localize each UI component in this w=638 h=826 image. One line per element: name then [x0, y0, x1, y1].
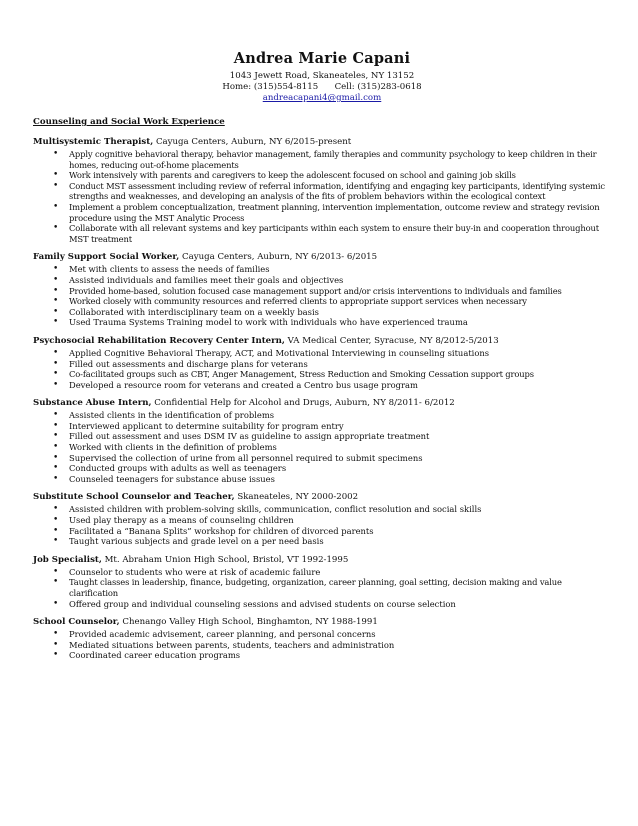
- section-title: Counseling and Social Work Experience: [33, 117, 225, 127]
- duty-item: • Co-facilitated groups such as CBT, Anger Management, Stress Reduction and Smoking Cessation support groups: [69, 369, 611, 380]
- duty-item: • Worked with clients in the definition of problems: [69, 442, 611, 453]
- duty-item: • Provided home-based, solution focused case management support and/or crisis interventions to individuals and families: [69, 286, 611, 297]
- duty-item: • Coordinated career education programs: [69, 650, 611, 661]
- job-heading: [33, 137, 611, 148]
- duty-list: [33, 567, 611, 609]
- duty-item: • Assisted clients in the identification of problems: [69, 410, 611, 421]
- duty-item: • Used Trauma Systems Training model to work with individuals who have experienced trauma: [69, 317, 611, 328]
- job-heading: [33, 555, 611, 566]
- job-heading: [33, 336, 611, 347]
- duty-item: • Used play therapy as a means of counseling children: [69, 515, 611, 526]
- duty-item: • Taught various subjects and grade level on a per need basis: [69, 536, 611, 547]
- duty-item: • Mediated situations between parents, students, teachers and administration: [69, 640, 611, 651]
- duty-item: • Supervised the collection of urine from all personnel required to submit specimens: [69, 453, 611, 464]
- job-title: Substance Abuse Intern,: [33, 398, 152, 409]
- job-organization: Mt. Abraham Union High School, Bristol, VT 1992-1995: [101, 554, 349, 565]
- duty-item: • Work intensively with parents and caregivers to keep the adolescent focused on school and gaining job skills: [69, 170, 611, 181]
- job-entry: [33, 336, 611, 390]
- duty-item: • Offered group and individual counseling sessions and advised students on course selection: [69, 599, 611, 610]
- duty-item: • Counseled teenagers for substance abuse issues: [69, 474, 611, 485]
- job-list: [33, 137, 611, 661]
- duty-item: • Provided academic advisement, career planning, and personal concerns: [69, 629, 611, 640]
- address-line: 1043 Jewett Road, Skaneateles, NY 13152: [229, 71, 415, 81]
- job-entry: [33, 137, 611, 244]
- duty-item: • Filled out assessments and discharge plans for veterans: [69, 359, 611, 370]
- job-title: Multisystemic Therapist,: [33, 137, 154, 147]
- job-organization: Chenango Valley High School, Binghamton, NY 1988-1991: [119, 617, 378, 628]
- duty-item: • Facilitated a “Banana Splits” workshop for children of divorced parents: [69, 526, 611, 537]
- duty-item: • Filled out assessment and uses DSM IV as guideline to assign appropriate treatment: [69, 431, 611, 442]
- job-entry: [33, 492, 611, 546]
- duty-list: [33, 629, 611, 661]
- duty-item: • Counselor to students who were at risk of academic failure: [69, 567, 611, 578]
- duty-list: [33, 348, 611, 390]
- job-heading: [33, 398, 611, 409]
- duty-item: • Assisted individuals and families meet their goals and objectives: [69, 275, 611, 286]
- duty-list: [33, 410, 611, 484]
- duty-list: [33, 504, 611, 546]
- duty-item: • Worked closely with community resources and referred clients to appropriate support services when necessary: [69, 296, 611, 307]
- applicant-name: Andrea Marie Capani: [233, 50, 411, 67]
- job-organization: Cayuga Centers, Auburn, NY 6/2015-present: [153, 137, 352, 147]
- job-entry: [33, 555, 611, 609]
- duty-item: • Met with clients to assess the needs of families: [69, 264, 611, 275]
- job-title: Substitute School Counselor and Teacher,: [33, 492, 235, 503]
- duty-item: • Apply cognitive behavioral therapy, behavior management, family therapies and community psychology to keep children in their homes, reducing out-of-home placements: [69, 149, 611, 170]
- duty-item: • Applied Cognitive Behavioral Therapy, ACT, and Motivational Interviewing in counseling situations: [69, 348, 611, 359]
- job-title: Family Support Social Worker,: [33, 252, 180, 263]
- email-link[interactable]: andreacapani4@gmail.com: [262, 93, 382, 103]
- job-organization: Confidential Help for Alcohol and Drugs, Auburn, NY 8/2011- 6/2012: [151, 398, 455, 409]
- job-entry: [33, 252, 611, 328]
- phone-line: Home: (315)554-8115 Cell: (315)283-0618: [222, 82, 422, 92]
- job-heading: [33, 252, 611, 263]
- duty-item: • Collaborate with all relevant systems and key participants within each system to ensure their buy-in and cooperation throughout MST treatment: [69, 223, 611, 244]
- job-organization: Cayuga Centers, Auburn, NY 6/2013- 6/2015: [179, 252, 378, 263]
- duty-item: • Implement a problem conceptualization, treatment planning, intervention implementation, outcome review and strategy revision procedure using the MST Analytic Process: [69, 202, 611, 223]
- job-title: School Counselor,: [33, 617, 120, 628]
- duty-item: • Interviewed applicant to determine suitability for program entry: [69, 421, 611, 432]
- duty-list: [33, 149, 611, 244]
- job-heading: [33, 492, 611, 503]
- duty-item: • Taught classes in leadership, finance, budgeting, organization, career planning, goal setting, decision making and value clarification: [69, 577, 611, 598]
- duty-item: • Assisted children with problem-solving skills, communication, conflict resolution and social skills: [69, 504, 611, 515]
- duty-item: • Developed a resource room for veterans and created a Centro bus usage program: [69, 380, 611, 391]
- job-entry: [33, 617, 611, 661]
- resume-page: [33, 50, 611, 669]
- duty-item: • Conducted groups with adults as well as teenagers: [69, 463, 611, 474]
- job-heading: [33, 617, 611, 628]
- job-title: Job Specialist,: [33, 554, 102, 565]
- job-title: Psychosocial Rehabilitation Recovery Center Intern,: [33, 335, 285, 346]
- duty-item: • Conduct MST assessment including review of referral information, identifying and engaging key participants, identifying systemic strengths and weaknesses, and developing an analysis of the fits of problem behaviors within the ecological context: [69, 181, 611, 202]
- job-entry: [33, 398, 611, 484]
- job-organization: Skaneateles, NY 2000-2002: [234, 492, 359, 503]
- duty-list: [33, 264, 611, 328]
- job-organization: VA Medical Center, Syracuse, NY 8/2012-5/2013: [284, 335, 499, 346]
- resume-header: [33, 50, 611, 104]
- duty-item: • Collaborated with interdisciplinary team on a weekly basis: [69, 307, 611, 318]
